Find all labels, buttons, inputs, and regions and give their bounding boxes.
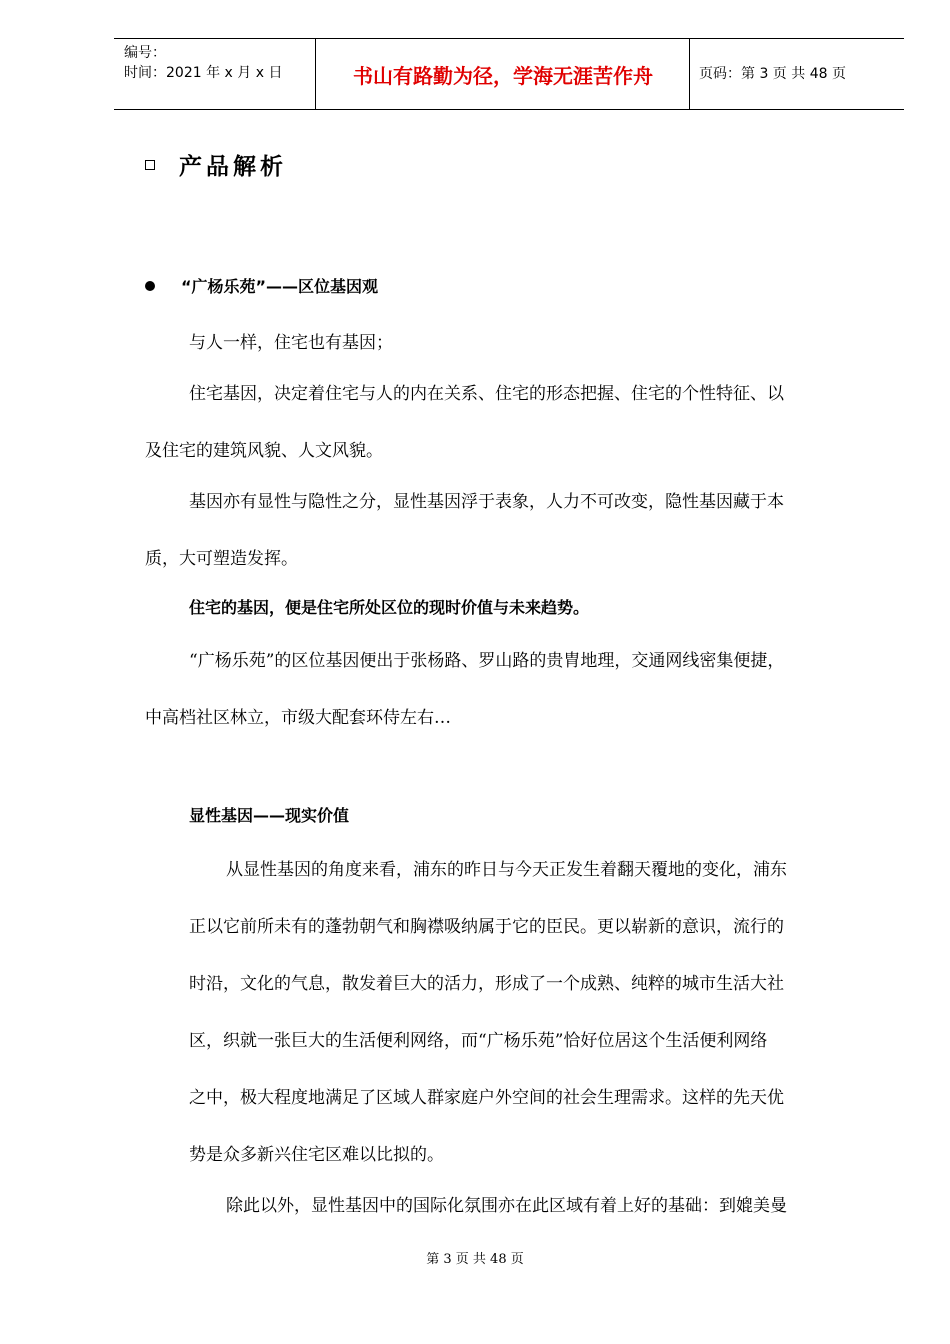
bullet-heading-text: “广杨乐苑”——区位基因观 — [181, 277, 379, 296]
paragraph-line: 之中，极大程度地满足了区域人群家庭户外空间的社会生理需求。这样的先天优 — [189, 1088, 784, 1108]
paragraph-line: 时沿，文化的气息，散发着巨大的活力，形成了一个成熟、纯粹的城市生活大社 — [189, 974, 784, 994]
paragraph-line: 基因亦有显性与隐性之分，显性基因浮于表象，人力不可改变，隐性基因藏于本 — [189, 492, 784, 512]
paragraph-line: “广杨乐苑”的区位基因便出于张杨路、罗山路的贵胄地理，交通网线密集便捷， — [189, 651, 785, 671]
subheading: 显性基因——现实价值 — [189, 806, 350, 825]
time-label: 时间：2021 年 x 月 x 日 — [124, 65, 283, 81]
bullet-heading — [145, 274, 378, 297]
serial-label: 编号： — [124, 45, 166, 61]
paragraph-line: 从显性基因的角度来看，浦东的昨日与今天正发生着翻天覆地的变化，浦东 — [226, 860, 787, 880]
square-bullet-icon — [145, 160, 155, 170]
paragraph-line: 及住宅的建筑风貌、人文风貌。 — [145, 441, 383, 461]
header-page-label: 页码：第 3 页 共 48 页 — [699, 66, 846, 82]
paragraph-line: 质，大可塑造发挥。 — [145, 549, 298, 569]
page-footer: 第 3 页 共 48 页 — [426, 1252, 524, 1267]
header-info — [124, 43, 282, 83]
page-header — [114, 38, 904, 110]
emphasis-line: 住宅的基因，便是住宅所处区位的现时价值与未来趋势。 — [189, 598, 590, 617]
paragraph-line: 除此以外，显性基因中的国际化氛围亦在此区域有着上好的基础：到媲美曼 — [226, 1196, 787, 1216]
section-title — [145, 148, 287, 181]
paragraph-line: 与人一样，住宅也有基因； — [189, 333, 393, 353]
paragraph-line: 势是众多新兴住宅区难以比拟的。 — [189, 1145, 444, 1165]
paragraph-line: 区，织就一张巨大的生活便利网络，而“广杨乐苑”恰好位居这个生活便利网络 — [189, 1031, 768, 1051]
paragraph-line: 住宅基因，决定着住宅与人的内在关系、住宅的形态把握、住宅的个性特征、以 — [189, 384, 784, 404]
paragraph-line: 中高档社区林立，市级大配套环侍左右… — [145, 708, 451, 728]
paragraph-line: 正以它前所未有的蓬勃朝气和胸襟吸纳属于它的臣民。更以崭新的意识，流行的 — [189, 917, 784, 937]
bullet-dot-icon — [145, 281, 155, 291]
header-motto: 书山有路勤为径，学海无涯苦作舟 — [353, 63, 653, 88]
section-title-text: 产品解析 — [179, 154, 287, 180]
